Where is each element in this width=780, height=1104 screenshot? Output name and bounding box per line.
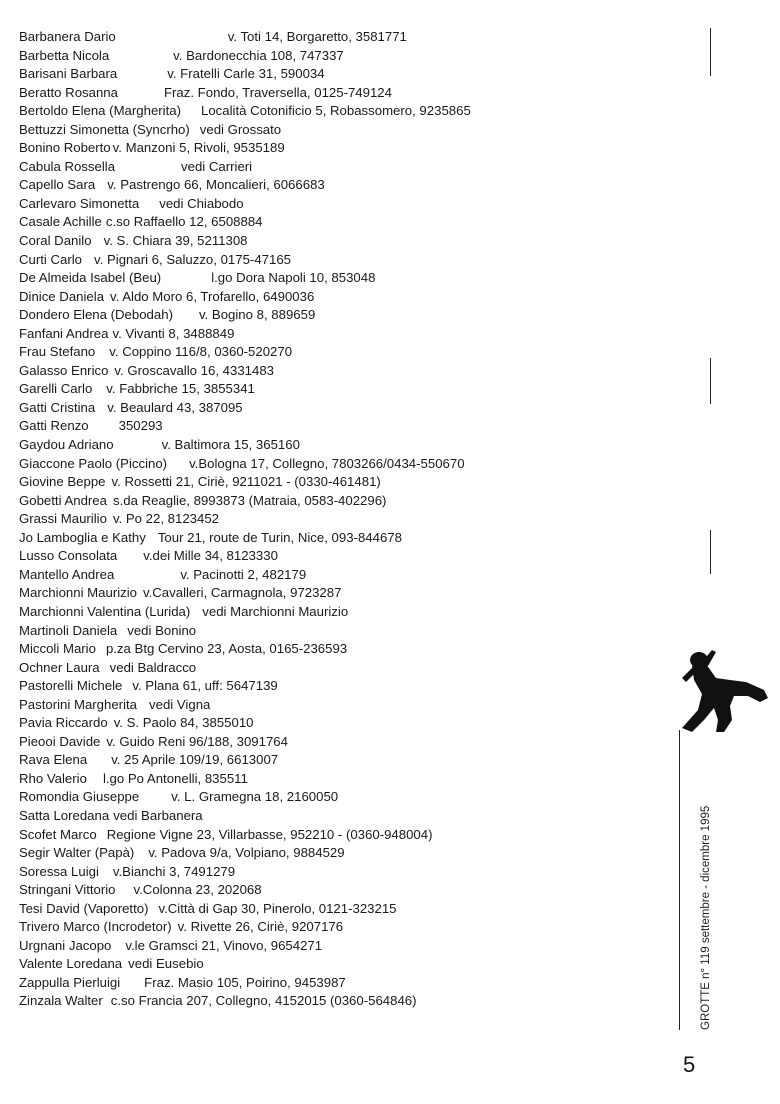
entry-detail: Località Cotonificio 5, Robassomero, 9235865 xyxy=(201,103,471,119)
entry-detail: v. S. Chiara 39, 5211308 xyxy=(103,233,248,249)
directory-entry xyxy=(19,992,669,1011)
entry-detail: p.za Btg Cervino 23, Aosta, 0165-236593 xyxy=(105,641,348,657)
entry-detail: v.Bianchi 3, 7491279 xyxy=(112,863,236,879)
entry-detail: c.so Raffaello 12, 6508884 xyxy=(105,214,263,230)
entry-name: Ochner Laura xyxy=(19,659,100,675)
directory-entry xyxy=(19,547,669,566)
entry-detail: Regione Vigne 23, Villarbasse, 952210 - (0360-948004) xyxy=(106,826,433,842)
entry-name: Giaccone Paolo (Piccino) xyxy=(19,455,168,471)
directory-entry xyxy=(19,955,669,974)
margin-rule xyxy=(710,28,711,76)
directory-entry xyxy=(19,807,669,826)
entry-detail: vedi Grossato xyxy=(199,121,282,137)
entry-detail: v. L. Gramegna 18, 2160050 xyxy=(171,789,339,805)
entry-name: Valente Loredana xyxy=(19,956,123,972)
entry-name: Rava Elena xyxy=(19,752,88,768)
entry-name: Soressa Luigi xyxy=(19,863,99,879)
entry-name: Dondero Elena (Debodah) xyxy=(19,307,173,323)
entry-name: Frau Stefano xyxy=(19,344,96,360)
entry-name: Beratto Rosanna xyxy=(19,84,118,100)
entry-detail: v. Plana 61, uff: 5647139 xyxy=(132,678,278,694)
directory-entry xyxy=(19,974,669,993)
entry-detail: v. Pignari 6, Saluzzo, 0175-47165 xyxy=(94,251,291,267)
entry-detail: v. Po 22, 8123452 xyxy=(112,511,220,527)
entry-name: Romondia Giuseppe xyxy=(19,789,140,805)
directory-entry xyxy=(19,84,669,103)
entry-detail: v. Groscavallo 16, 4331483 xyxy=(114,362,274,378)
directory-entry xyxy=(19,213,669,232)
entry-name: Satta Loredana xyxy=(19,807,110,823)
entry-detail: v.dei Mille 34, 8123330 xyxy=(143,548,278,564)
entry-name: Casale Achille xyxy=(19,214,102,230)
entry-detail: v. Bardonecchia 108, 747337 xyxy=(173,47,344,63)
directory-entry xyxy=(19,826,669,845)
entry-name: Martinoli Daniela xyxy=(19,622,118,638)
directory-entry xyxy=(19,139,669,158)
directory-entry xyxy=(19,399,669,418)
directory-entry xyxy=(19,195,669,214)
entry-detail: vedi Chiabodo xyxy=(159,195,244,211)
entry-name: Segir Walter (Papà) xyxy=(19,845,135,861)
directory-entry xyxy=(19,677,669,696)
entry-name: Gatti Cristina xyxy=(19,399,96,415)
directory-entry xyxy=(19,473,669,492)
entry-detail: v. Baltimora 15, 365160 xyxy=(161,437,300,453)
entry-name: Urgnani Jacopo xyxy=(19,937,112,953)
entry-detail: Fraz. Fondo, Traversella, 0125-749124 xyxy=(163,84,392,100)
entry-detail: v. Toti 14, Borgaretto, 3581771 xyxy=(227,29,407,44)
entry-name: Grassi Maurilio xyxy=(19,511,107,527)
entry-detail: v. Manzoni 5, Rivoli, 9535189 xyxy=(112,140,285,156)
entry-detail: v. Rivette 26, Ciriè, 9207176 xyxy=(177,919,344,935)
margin-rule xyxy=(710,530,711,574)
entry-name: Barbanera Dario xyxy=(19,29,116,44)
entry-detail: vedi Eusebio xyxy=(128,956,204,972)
entry-name: Zinzala Walter xyxy=(19,993,103,1009)
entry-name: Carlevaro Simonetta xyxy=(19,195,140,211)
directory-entry xyxy=(19,343,669,362)
entry-name: Scofet Marco xyxy=(19,826,97,842)
entry-name: Gobetti Andrea xyxy=(19,492,107,508)
entry-name: Bettuzzi Simonetta (Syncrho) xyxy=(19,121,190,137)
entry-detail: v. Rossetti 21, Ciriè, 9211021 - (0330-461481) xyxy=(111,474,381,490)
directory-entry xyxy=(19,47,669,66)
entry-detail: v. 25 Aprile 109/19, 6613007 xyxy=(111,752,279,768)
entry-detail: vedi Bonino xyxy=(127,622,197,638)
entry-name: Pastorini Margherita xyxy=(19,696,138,712)
entry-name: Bonino Roberto xyxy=(19,140,111,156)
directory-entry xyxy=(19,733,669,752)
entry-name: Dinice Daniela xyxy=(19,288,105,304)
directory-entry xyxy=(19,900,669,919)
directory-entry xyxy=(19,640,669,659)
entry-name: Trivero Marco (Incrodetor) xyxy=(19,919,172,935)
entry-name: Barisani Barbara xyxy=(19,66,118,82)
entry-detail: vedi Vigna xyxy=(149,696,211,712)
entry-name: Zappulla Pierluigi xyxy=(19,974,121,990)
directory-entry xyxy=(19,622,669,641)
directory-entry xyxy=(19,288,669,307)
directory-entry xyxy=(19,584,669,603)
entry-detail: vedi Baldracco xyxy=(109,659,197,675)
directory-entry xyxy=(19,380,669,399)
entry-name: Rho Valerio xyxy=(19,770,87,786)
entry-name: Cabula Rossella xyxy=(19,158,116,174)
entry-detail: v. Beaulard 43, 387095 xyxy=(107,399,243,415)
directory-entry xyxy=(19,176,669,195)
directory-entry xyxy=(19,788,669,807)
entry-name: Mantello Andrea xyxy=(19,566,115,582)
directory-entry xyxy=(19,325,669,344)
climber-figure-icon xyxy=(672,648,772,736)
directory-entry xyxy=(19,863,669,882)
directory-entry xyxy=(19,455,669,474)
entry-name: Fanfani Andrea xyxy=(19,325,109,341)
directory-entry xyxy=(19,714,669,733)
entry-name: Giovine Beppe xyxy=(19,474,106,490)
entry-name: Galasso Enrico xyxy=(19,362,109,378)
directory-entry xyxy=(19,696,669,715)
directory-entry xyxy=(19,492,669,511)
entry-detail: Fraz. Masio 105, Poirino, 9453987 xyxy=(144,974,346,990)
directory-entry xyxy=(19,529,669,548)
directory-entry xyxy=(19,121,669,140)
entry-detail: v. Padova 9/a, Volpiano, 9884529 xyxy=(148,845,345,861)
directory-entry xyxy=(19,232,669,251)
entry-name: De Almeida Isabel (Beu) xyxy=(19,270,162,286)
entry-name: Coral Danilo xyxy=(19,233,92,249)
directory-entry xyxy=(19,269,669,288)
member-directory xyxy=(19,28,669,1011)
entry-detail: v.le Gramsci 21, Vinovo, 9654271 xyxy=(125,937,323,953)
entry-name: Barbetta Nicola xyxy=(19,47,110,63)
entry-detail: Tour 21, route de Turin, Nice, 093-844678 xyxy=(157,529,402,545)
entry-detail: l.go Po Antonelli, 835511 xyxy=(102,770,248,786)
entry-detail: v. Aldo Moro 6, Trofarello, 6490036 xyxy=(110,288,315,304)
directory-entry xyxy=(19,937,669,956)
directory-entry xyxy=(19,436,669,455)
entry-name: Curti Carlo xyxy=(19,251,83,267)
directory-entry xyxy=(19,844,669,863)
entry-detail: s.da Reaglie, 8993873 (Matraia, 0583-402296) xyxy=(112,492,387,508)
entry-name: Lusso Consolata xyxy=(19,548,118,564)
directory-entry xyxy=(19,362,669,381)
directory-entry xyxy=(19,102,669,121)
entry-detail: v. S. Paolo 84, 3855010 xyxy=(113,715,254,731)
entry-name: Gatti Renzo xyxy=(19,418,89,434)
entry-name: Capello Sara xyxy=(19,177,96,193)
directory-entry xyxy=(19,251,669,270)
directory-entry xyxy=(19,417,669,436)
entry-name: Bertoldo Elena (Margherita) xyxy=(19,103,181,119)
entry-detail: v. Fratelli Carle 31, 590034 xyxy=(167,66,325,82)
directory-entry xyxy=(19,65,669,84)
directory-entry xyxy=(19,158,669,177)
entry-name: Pavia Riccardo xyxy=(19,715,108,731)
margin-rule xyxy=(679,730,680,1030)
entry-detail: v. Guido Reni 96/188, 3091764 xyxy=(106,733,288,749)
entry-name: Jo Lamboglia e Kathy xyxy=(19,529,146,545)
entry-name: Gaydou Adriano xyxy=(19,437,114,453)
entry-detail: v.Colonna 23, 202068 xyxy=(133,882,262,898)
directory-entry xyxy=(19,751,669,770)
entry-name: Pieooi Davide xyxy=(19,733,101,749)
entry-detail: vedi Marchionni Maurizio xyxy=(202,603,349,619)
entry-detail: v. Pacinotti 2, 482179 xyxy=(180,566,307,582)
entry-name: Pastorelli Michele xyxy=(19,678,123,694)
directory-entry xyxy=(19,566,669,585)
entry-name: Miccoli Mario xyxy=(19,641,96,657)
entry-detail: v. Bogino 8, 889659 xyxy=(198,307,316,323)
directory-entry xyxy=(19,770,669,789)
directory-entry xyxy=(19,306,669,325)
directory-entry xyxy=(19,659,669,678)
entry-name: Marchionni Maurizio xyxy=(19,585,137,601)
entry-detail: vedi Barbanera xyxy=(113,807,203,823)
entry-name: Tesi David (Vaporetto) xyxy=(19,900,149,916)
directory-entry xyxy=(19,881,669,900)
entry-detail: v. Vivanti 8, 3488849 xyxy=(112,325,235,341)
margin-rule xyxy=(710,358,711,404)
entry-detail: l.go Dora Napoli 10, 853048 xyxy=(211,270,376,286)
entry-detail: v.Bologna 17, Collegno, 7803266/0434-550670 xyxy=(189,455,465,471)
publication-caption: GROTTE n° 119 settembre - dicembre 1995 xyxy=(700,805,712,1030)
directory-entry xyxy=(19,603,669,622)
entry-name: Stringani Vittorio xyxy=(19,882,116,898)
entry-name: Marchionni Valentina (Lurida) xyxy=(19,603,191,619)
entry-detail: v. Pastrengo 66, Moncalieri, 6066683 xyxy=(107,177,325,193)
directory-entry xyxy=(19,918,669,937)
directory-entry xyxy=(19,510,669,529)
entry-detail: 350293 xyxy=(118,418,163,434)
entry-detail: v.Città di Gap 30, Pinerolo, 0121-323215 xyxy=(158,900,397,916)
entry-detail: c.so Francia 207, Collegno, 4152015 (0360-564846) xyxy=(110,993,417,1009)
directory-entry xyxy=(19,28,669,47)
page-number: 5 xyxy=(683,1052,696,1077)
entry-detail: vedi Carrieri xyxy=(181,158,253,174)
entry-name: Garelli Carlo xyxy=(19,381,93,397)
entry-detail: v. Coppino 116/8, 0360-520270 xyxy=(109,344,293,360)
entry-detail: v. Fabbriche 15, 3855341 xyxy=(106,381,255,397)
entry-detail: v.Cavalleri, Carmagnola, 9723287 xyxy=(143,585,342,601)
